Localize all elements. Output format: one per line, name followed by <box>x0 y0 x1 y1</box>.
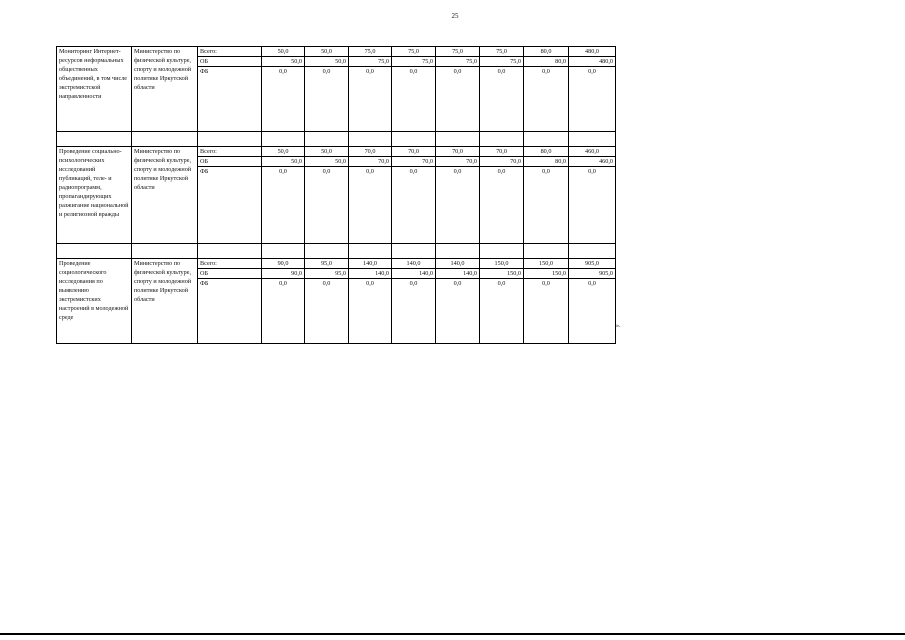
value-cell: 50,0 <box>305 47 349 57</box>
empty-cell <box>436 244 480 259</box>
value-cell: 75,0 <box>480 47 524 57</box>
empty-cell <box>480 244 524 259</box>
value-cell: 905,0 <box>569 259 616 269</box>
value-cell: 140,0 <box>392 259 436 269</box>
empty-cell <box>436 132 480 147</box>
value-cell: 75,0 <box>480 57 524 67</box>
value-cell: 0,0 <box>436 67 480 132</box>
empty-cell <box>305 132 349 147</box>
value-cell: 75,0 <box>349 57 392 67</box>
value-cell: 140,0 <box>349 269 392 279</box>
value-cell: 75,0 <box>349 47 392 57</box>
activity-name-cell: Мониторинг Интернет-ресурсов неформальных общественных объединений, в том числе экстремистской направленности <box>57 47 132 132</box>
empty-cell <box>132 244 198 259</box>
department-cell: Министерство по физической культуре, спорту и молодежной политике Иркутской области <box>132 147 198 244</box>
value-cell: 0,0 <box>524 167 569 244</box>
empty-cell <box>480 132 524 147</box>
value-cell: 0,0 <box>305 279 349 344</box>
value-cell: 90,0 <box>262 269 305 279</box>
activity-name-cell: Проведение социологического исследования по выявлению экстремистских настроений в молодежной среде <box>57 259 132 344</box>
empty-cell <box>569 244 616 259</box>
source-label-cell: ФБ <box>198 67 262 132</box>
activity-name-cell: Проведение социально-психологических исследований публикаций, теле- и радиопрограмм, пропагандирующих разжигание национальной и религиозной вражды <box>57 147 132 244</box>
source-label-cell: Всего: <box>198 147 262 157</box>
value-cell: 140,0 <box>349 259 392 269</box>
value-cell: 0,0 <box>349 67 392 132</box>
value-cell: 75,0 <box>436 57 480 67</box>
value-cell: 50,0 <box>305 147 349 157</box>
value-cell: 50,0 <box>262 147 305 157</box>
empty-cell <box>57 132 132 147</box>
empty-cell <box>392 132 436 147</box>
value-cell: 0,0 <box>436 167 480 244</box>
table-row <box>57 47 616 57</box>
empty-cell <box>198 132 262 147</box>
value-cell: 75,0 <box>436 47 480 57</box>
value-cell: 460,0 <box>569 147 616 157</box>
value-cell: 50,0 <box>262 47 305 57</box>
value-cell: 70,0 <box>480 157 524 167</box>
value-cell: 0,0 <box>480 279 524 344</box>
value-cell: 95,0 <box>305 269 349 279</box>
value-cell: 70,0 <box>436 157 480 167</box>
value-cell: 75,0 <box>392 57 436 67</box>
value-cell: 150,0 <box>524 259 569 269</box>
empty-cell <box>392 244 436 259</box>
source-label-cell: ОБ <box>198 269 262 279</box>
value-cell: 0,0 <box>569 67 616 132</box>
value-cell: 150,0 <box>480 269 524 279</box>
value-cell: 0,0 <box>305 167 349 244</box>
value-cell: 50,0 <box>305 157 349 167</box>
value-cell: 90,0 <box>262 259 305 269</box>
empty-cell <box>305 244 349 259</box>
empty-cell <box>262 244 305 259</box>
value-cell: 0,0 <box>569 167 616 244</box>
value-cell: 80,0 <box>524 57 569 67</box>
value-cell: 0,0 <box>392 167 436 244</box>
value-cell: 0,0 <box>480 167 524 244</box>
value-cell: 140,0 <box>392 269 436 279</box>
empty-cell <box>262 132 305 147</box>
empty-cell <box>569 132 616 147</box>
table-row <box>57 147 616 157</box>
department-cell: Министерство по физической культуре, спорту и молодежной политике Иркутской области <box>132 259 198 344</box>
value-cell: 0,0 <box>305 67 349 132</box>
value-cell: 0,0 <box>262 279 305 344</box>
value-cell: 70,0 <box>392 157 436 167</box>
empty-cell <box>349 132 392 147</box>
table-row-spacer <box>57 244 616 259</box>
value-cell: 0,0 <box>392 67 436 132</box>
value-cell: 480,0 <box>569 47 616 57</box>
source-label-cell: Всего: <box>198 259 262 269</box>
source-label-cell: ФБ <box>198 279 262 344</box>
value-cell: 0,0 <box>392 279 436 344</box>
value-cell: 150,0 <box>480 259 524 269</box>
source-label-cell: Всего: <box>198 47 262 57</box>
value-cell: 95,0 <box>305 259 349 269</box>
empty-cell <box>349 244 392 259</box>
value-cell: 0,0 <box>349 279 392 344</box>
source-label-cell: ОБ <box>198 157 262 167</box>
value-cell: 480,0 <box>569 57 616 67</box>
value-cell: 50,0 <box>305 57 349 67</box>
value-cell: 150,0 <box>524 269 569 279</box>
value-cell: 80,0 <box>524 147 569 157</box>
value-cell: 70,0 <box>392 147 436 157</box>
value-cell: 70,0 <box>480 147 524 157</box>
page-number: 25 <box>451 12 459 20</box>
value-cell: 0,0 <box>524 279 569 344</box>
value-cell: 0,0 <box>524 67 569 132</box>
empty-cell <box>524 244 569 259</box>
value-cell: 460,0 <box>569 157 616 167</box>
department-cell: Министерство по физической культуре, спорту и молодежной политике Иркутской области <box>132 47 198 132</box>
table-row <box>57 259 616 269</box>
value-cell: 905,0 <box>569 269 616 279</box>
value-cell: 0,0 <box>569 279 616 344</box>
value-cell: 0,0 <box>480 67 524 132</box>
page-bottom-edge <box>0 633 905 635</box>
empty-cell <box>132 132 198 147</box>
end-quote-mark: ». <box>616 323 621 329</box>
value-cell: 0,0 <box>262 167 305 244</box>
value-cell: 140,0 <box>436 269 480 279</box>
source-label-cell: ОБ <box>198 57 262 67</box>
value-cell: 70,0 <box>436 147 480 157</box>
table-row-spacer <box>57 132 616 147</box>
value-cell: 70,0 <box>349 147 392 157</box>
value-cell: 0,0 <box>349 167 392 244</box>
value-cell: 80,0 <box>524 47 569 57</box>
value-cell: 80,0 <box>524 157 569 167</box>
empty-cell <box>198 244 262 259</box>
value-cell: 0,0 <box>262 67 305 132</box>
source-label-cell: ФБ <box>198 167 262 244</box>
value-cell: 75,0 <box>392 47 436 57</box>
value-cell: 50,0 <box>262 157 305 167</box>
empty-cell <box>57 244 132 259</box>
value-cell: 70,0 <box>349 157 392 167</box>
value-cell: 50,0 <box>262 57 305 67</box>
budget-table <box>56 46 616 344</box>
empty-cell <box>524 132 569 147</box>
value-cell: 140,0 <box>436 259 480 269</box>
value-cell: 0,0 <box>436 279 480 344</box>
